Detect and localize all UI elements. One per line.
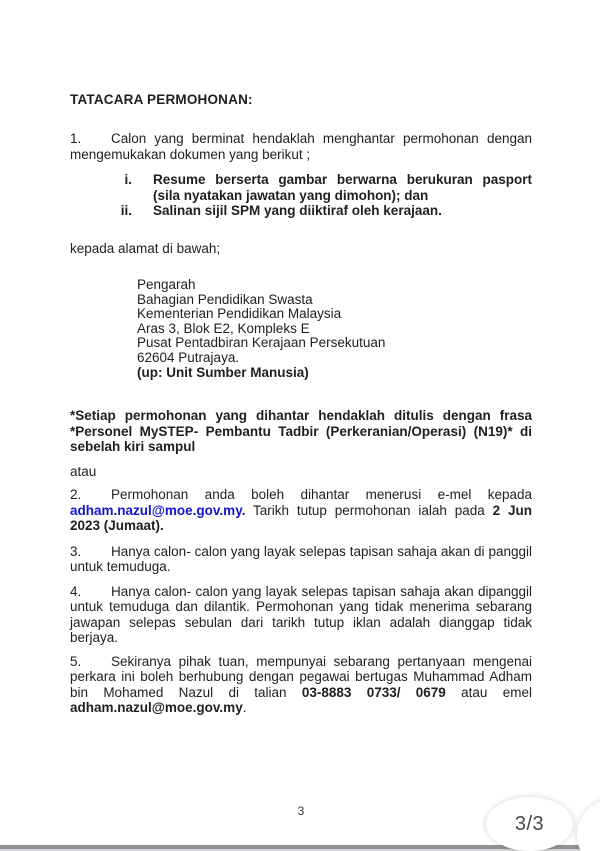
list-item-i-text: Resume berserta gambar berwarna berukuran pasport (sila nyatakan jawatan yang dimohon); dan [153,172,532,203]
paragraph-5-lead: Sekiranya pihak tuan, mempunyai sebarang pertanyaan mengenai perkara ini boleh berhubung dengan pegawai bertugas Muhammad Adham bin Mohamed Nazul di talian [70,653,532,700]
paragraph-1 [70,131,532,162]
paragraph-5-mid: atau emel [461,684,532,700]
paragraph-3-text: Hanya calon- calon yang layak selepas tapisan sahaja akan di panggil untuk temuduga. [70,543,532,575]
address-line: Aras 3, Blok E2, Kompleks E [137,320,310,336]
paragraph-4-text: Hanya calon- calon yang layak selepas tapisan sahaja akan dipanggil untuk temuduga dan dilantik. Permohonan yang tidak menerima sebarang jawapan selepas sebulan dari tarikh tutup iklan adalah dianggap tidak berjaya. [70,583,532,646]
paragraph-2-number: 2. [70,487,82,503]
paragraph-1-text: Calon yang berminat hendaklah menghantar permohonan dengan mengemukakan dokumen yang berikut ; [70,131,532,162]
phone-number: 03-8883 0733/ 0679 [301,684,446,700]
list-item-i [70,172,532,203]
address-line: 62604 Putrajaya. [137,349,240,365]
paragraph-5-tail: . [242,700,247,716]
address-line: Pengarah [137,277,196,292]
address-line: Kementerian Pendidikan Malaysia [137,306,342,322]
paragraph-2-mid: Tarikh tutup permohonan ialah pada [253,502,485,518]
paragraph-3 [70,544,532,575]
paragraph-4 [70,584,532,646]
envelope-note: *Setiap permohonan yang dihantar hendaklah ditulis dengan frasa *Personel MySTEP- Pembantu Tadbir (Perkeranian/Operasi) (N19)* di sebelah kiri sampul [70,408,532,455]
closing-date: 2 Jun 2023 (Jumaat). [70,502,532,534]
paragraph-5 [70,654,532,716]
paragraph-5-number: 5. [70,653,82,669]
document-sublist [70,172,532,219]
address-line: Bahagian Pendidikan Swasta [137,291,313,307]
list-item-ii-number: ii. [120,203,132,218]
page-number: 3 [297,803,305,818]
address-attn-line: (up: Unit Sumber Manusia) [137,364,309,380]
kepada-line: kepada alamat di bawah; [70,240,221,256]
doc-heading: TATACARA PERMOHONAN: [70,92,253,107]
paragraph-2 [70,487,532,534]
list-item-i-number: i. [124,172,132,187]
atau-line: atau [70,463,97,479]
paragraph-4-number: 4. [70,583,82,599]
paragraph-1-number: 1. [70,131,82,146]
email-link[interactable]: adham.nazul@moe.gov.my. [70,502,246,518]
address-line: Pusat Pentadbiran Kerajaan Persekutuan [137,335,386,351]
paragraph-2-lead: Permohonan anda boleh dihantar menerusi e-mel kepada [111,487,532,503]
address-block [137,278,532,380]
list-item-ii [70,203,532,219]
paragraph-3-number: 3. [70,543,82,559]
page-indicator-chip [486,797,573,851]
email-bold: adham.nazul@moe.gov.my [70,700,243,716]
list-item-ii-text: Salinan sijil SPM yang diiktiraf oleh kerajaan. [153,203,442,218]
page-indicator-label: 3/3 [514,812,545,835]
